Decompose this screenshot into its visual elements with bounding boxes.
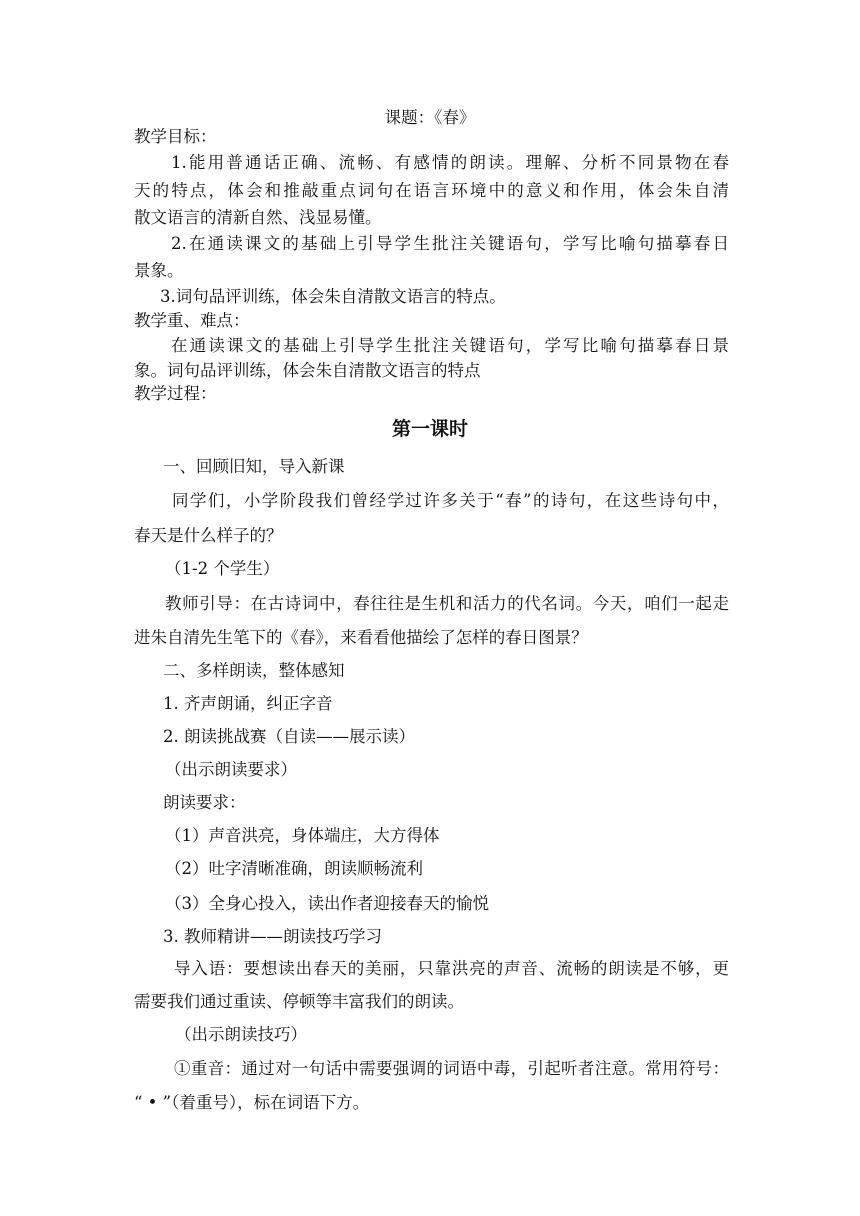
goal-1-line-3: 散文语言的清新自然、浅显易懂。 (134, 208, 382, 227)
page-title: 课题：《春》 (384, 108, 476, 127)
show-tips-note: （出示朗读技巧） (175, 1025, 307, 1044)
requirements-heading: 朗读要求： (163, 793, 246, 812)
show-requirements-note: （出示朗读要求） (165, 760, 297, 779)
tip-1-line-2: “ • ”（着重号），标在词语下方。 (134, 1093, 370, 1112)
key-line-1: 在通读课文的基础上引导学生批注关键语句，学写比喻句描摹春日景 (171, 336, 729, 355)
section-1-heading: 一、回顾旧知，导入新课 (163, 457, 345, 476)
section-1-para-1-line-1: 同学们，小学阶段我们曾经学过许多关于“春”的诗句，在这些诗句中， (172, 491, 729, 510)
intro-line-2: 需要我们通过重读、停顿等丰富我们的朗读。 (134, 992, 464, 1011)
key-line-2: 象。词句品评训练，体会朱自清散文语言的特点 (134, 361, 481, 380)
goal-1-line-2: 天的特点，体会和推敲重点词句在语言环境中的意义和作用，体会朱自清 (134, 181, 729, 200)
process-heading: 教学过程： (134, 384, 217, 403)
goal-3: 3.词句品评训练，体会朱自清散文语言的特点。 (160, 287, 506, 306)
goal-1-line-1: 1.能用普通话正确、流畅、有感情的朗读。理解、分析不同景物在春 (171, 153, 729, 172)
key-heading: 教学重、难点： (134, 311, 250, 330)
goals-heading: 教学目标： (134, 127, 217, 146)
requirement-2: （2）吐字清晰准确，朗读顺畅流利 (165, 859, 423, 878)
requirement-3: （3）全身心投入，读出作者迎接春天的愉悦 (165, 894, 489, 913)
section-2-heading: 二、多样朗读，整体感知 (163, 661, 345, 680)
lesson-heading: 第一课时 (391, 418, 468, 440)
tip-1-line-1: ①重音：通过对一句话中需要强调的词语中毒，引起听者注意。常用符号： (174, 1059, 729, 1078)
list-item-1: 1. 齐声朗诵，纠正字音 (163, 694, 333, 713)
students-note: （1-2 个学生） (165, 559, 280, 578)
goal-2-line-1: 2.在通读课文的基础上引导学生批注关键语句，学写比喻句描摹春日 (171, 234, 729, 253)
goal-2-line-2: 景象。 (134, 261, 184, 280)
section-1-para-2-line-2: 进朱自清先生笔下的《春》，来看看他描绘了怎样的春日图景？ (134, 628, 588, 647)
list-item-2: 2. 朗读挑战赛（自读——展示读） (163, 727, 415, 746)
section-1-para-1-line-2: 春天是什么样子的？ (134, 526, 283, 545)
list-item-3: 3. 教师精讲——朗读技巧学习 (163, 927, 382, 946)
requirement-1: （1）声音洪亮，身体端庄，大方得体 (165, 826, 440, 845)
intro-line-1: 导入语：要想读出春天的美丽，只靠洪亮的声音、流畅的朗读是不够，更 (174, 959, 729, 978)
section-1-para-2-line-1: 教师引导：在古诗词中，春往往是生机和活力的代名词。今天，咱们一起走 (165, 594, 729, 613)
